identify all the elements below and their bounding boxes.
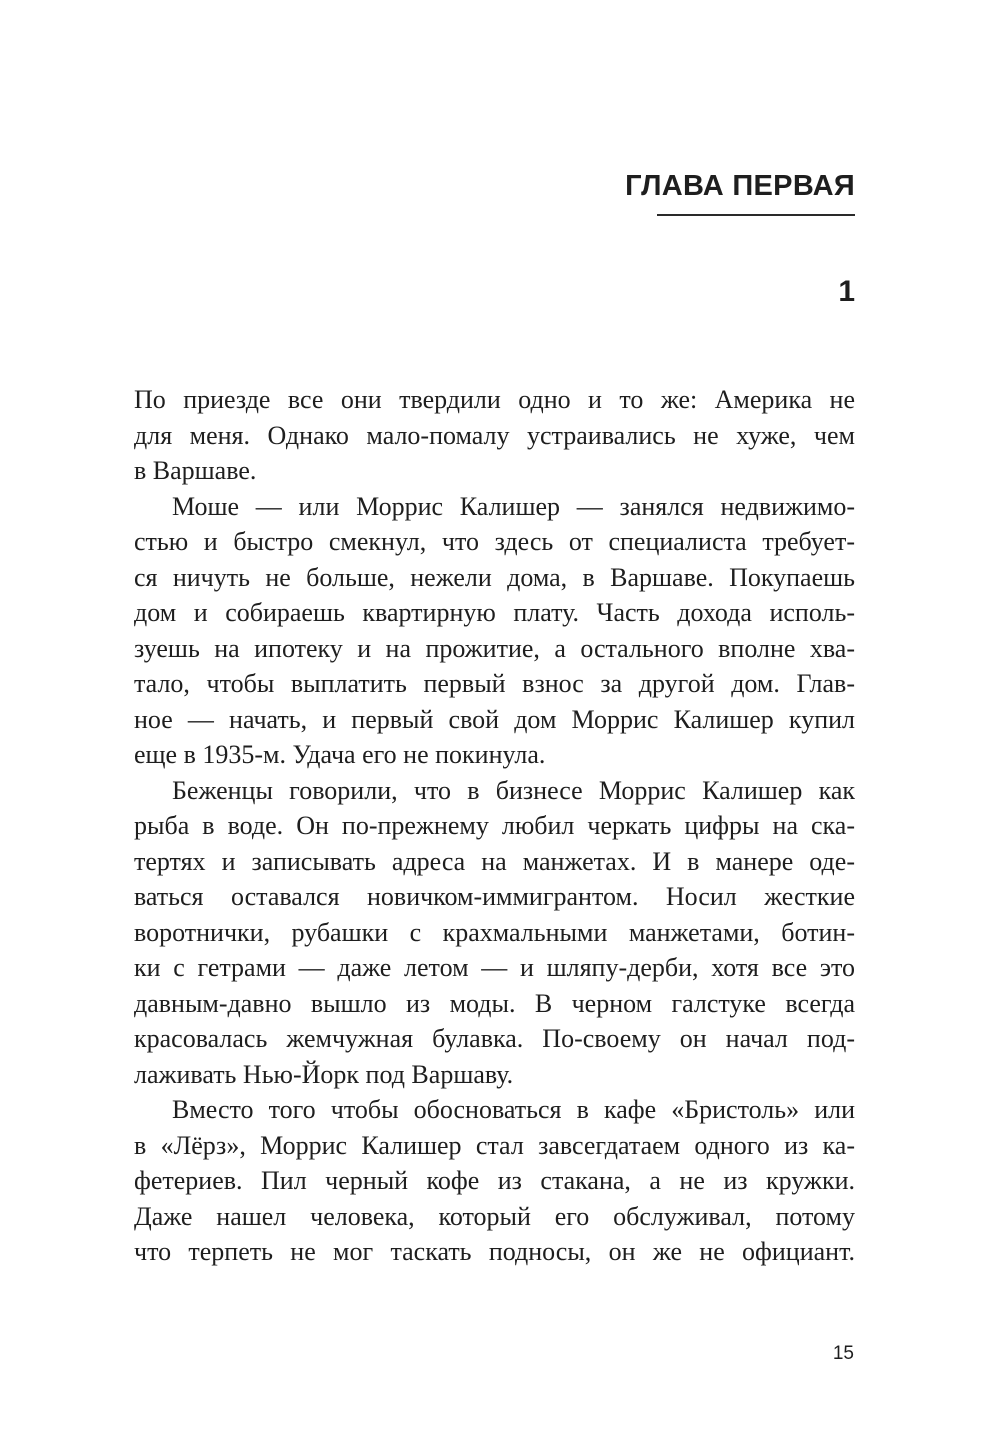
text-line: фетериев. Пил черный кофе из стакана, а не из кружки. — [134, 1166, 855, 1195]
paragraph-3 — [134, 773, 855, 1093]
text-line: По приезде все они твердили одно и то же: Америка не — [134, 385, 855, 414]
text-line: дом и собираешь квартирную плату. Часть дохода исполь- — [134, 598, 855, 627]
text-line: ное — начать, и первый свой дом Моррис Калишер купил — [134, 704, 855, 734]
text-line: еще в 1935-м. Удача его не покинула. — [134, 740, 546, 769]
paragraph-4 — [134, 1092, 855, 1270]
text-line: красовалась жемчужная булавка. По-своему он начал под- — [134, 1024, 855, 1053]
text-line: рыба в воде. Он по-прежнему любил черкать цифры на ска- — [134, 811, 855, 840]
paragraph-1 — [134, 382, 855, 489]
text-line: тало, чтобы выплатить первый взнос за другой дом. Глав- — [134, 669, 855, 698]
text-line: ки с гетрами — даже летом — и шляпу-дерби, хотя все это — [134, 953, 855, 982]
text-line: Беженцы говорили, что в бизнесе Моррис Калишер как — [172, 775, 855, 805]
chapter-title: ГЛАВА ПЕРВАЯ — [625, 170, 855, 202]
text-line: стью и быстро смекнул, что здесь от специалиста требует- — [134, 527, 855, 556]
text-line: ся ничуть не больше, нежели дома, в Варшаве. Покупаешь — [134, 562, 855, 592]
page-number: 15 — [832, 1343, 854, 1364]
text-line: Моше — или Моррис Калишер — занялся недвижимо- — [172, 491, 855, 521]
text-line: зуешь на ипотеку и на прожитие, а остального вполне хва- — [134, 633, 855, 663]
text-line: давным-давно вышло из моды. В черном галстуке всегда — [134, 988, 855, 1018]
text-line: Вместо того чтобы обосноваться в кафе «Бристоль» или — [172, 1095, 855, 1124]
text-line: лаживать Нью-Йорк под Варшаву. — [134, 1059, 514, 1089]
section-number: 1 — [838, 275, 855, 308]
text-line: в «Лёрз», Моррис Калишер стал завсегдатаем одного из ка- — [134, 1130, 855, 1160]
text-line: Даже нашел человека, который его обслуживал, потому — [134, 1201, 855, 1231]
body-text — [134, 382, 855, 1270]
chapter-title-underline — [657, 214, 855, 216]
text-line: что терпеть не мог таскать подносы, он же не официант. — [134, 1237, 855, 1266]
paragraph-2 — [134, 489, 855, 773]
text-line: воротнички, рубашки с крахмальными манжетами, ботин- — [134, 917, 855, 947]
text-line: в Варшаве. — [134, 456, 257, 485]
text-line: ваться оставался новичком-иммигрантом. Носил жесткие — [134, 882, 855, 911]
text-line: для меня. Однако мало-помалу устраивались не хуже, чем — [134, 420, 855, 450]
text-line: тертях и записывать адреса на манжетах. И в манере оде- — [134, 846, 855, 876]
